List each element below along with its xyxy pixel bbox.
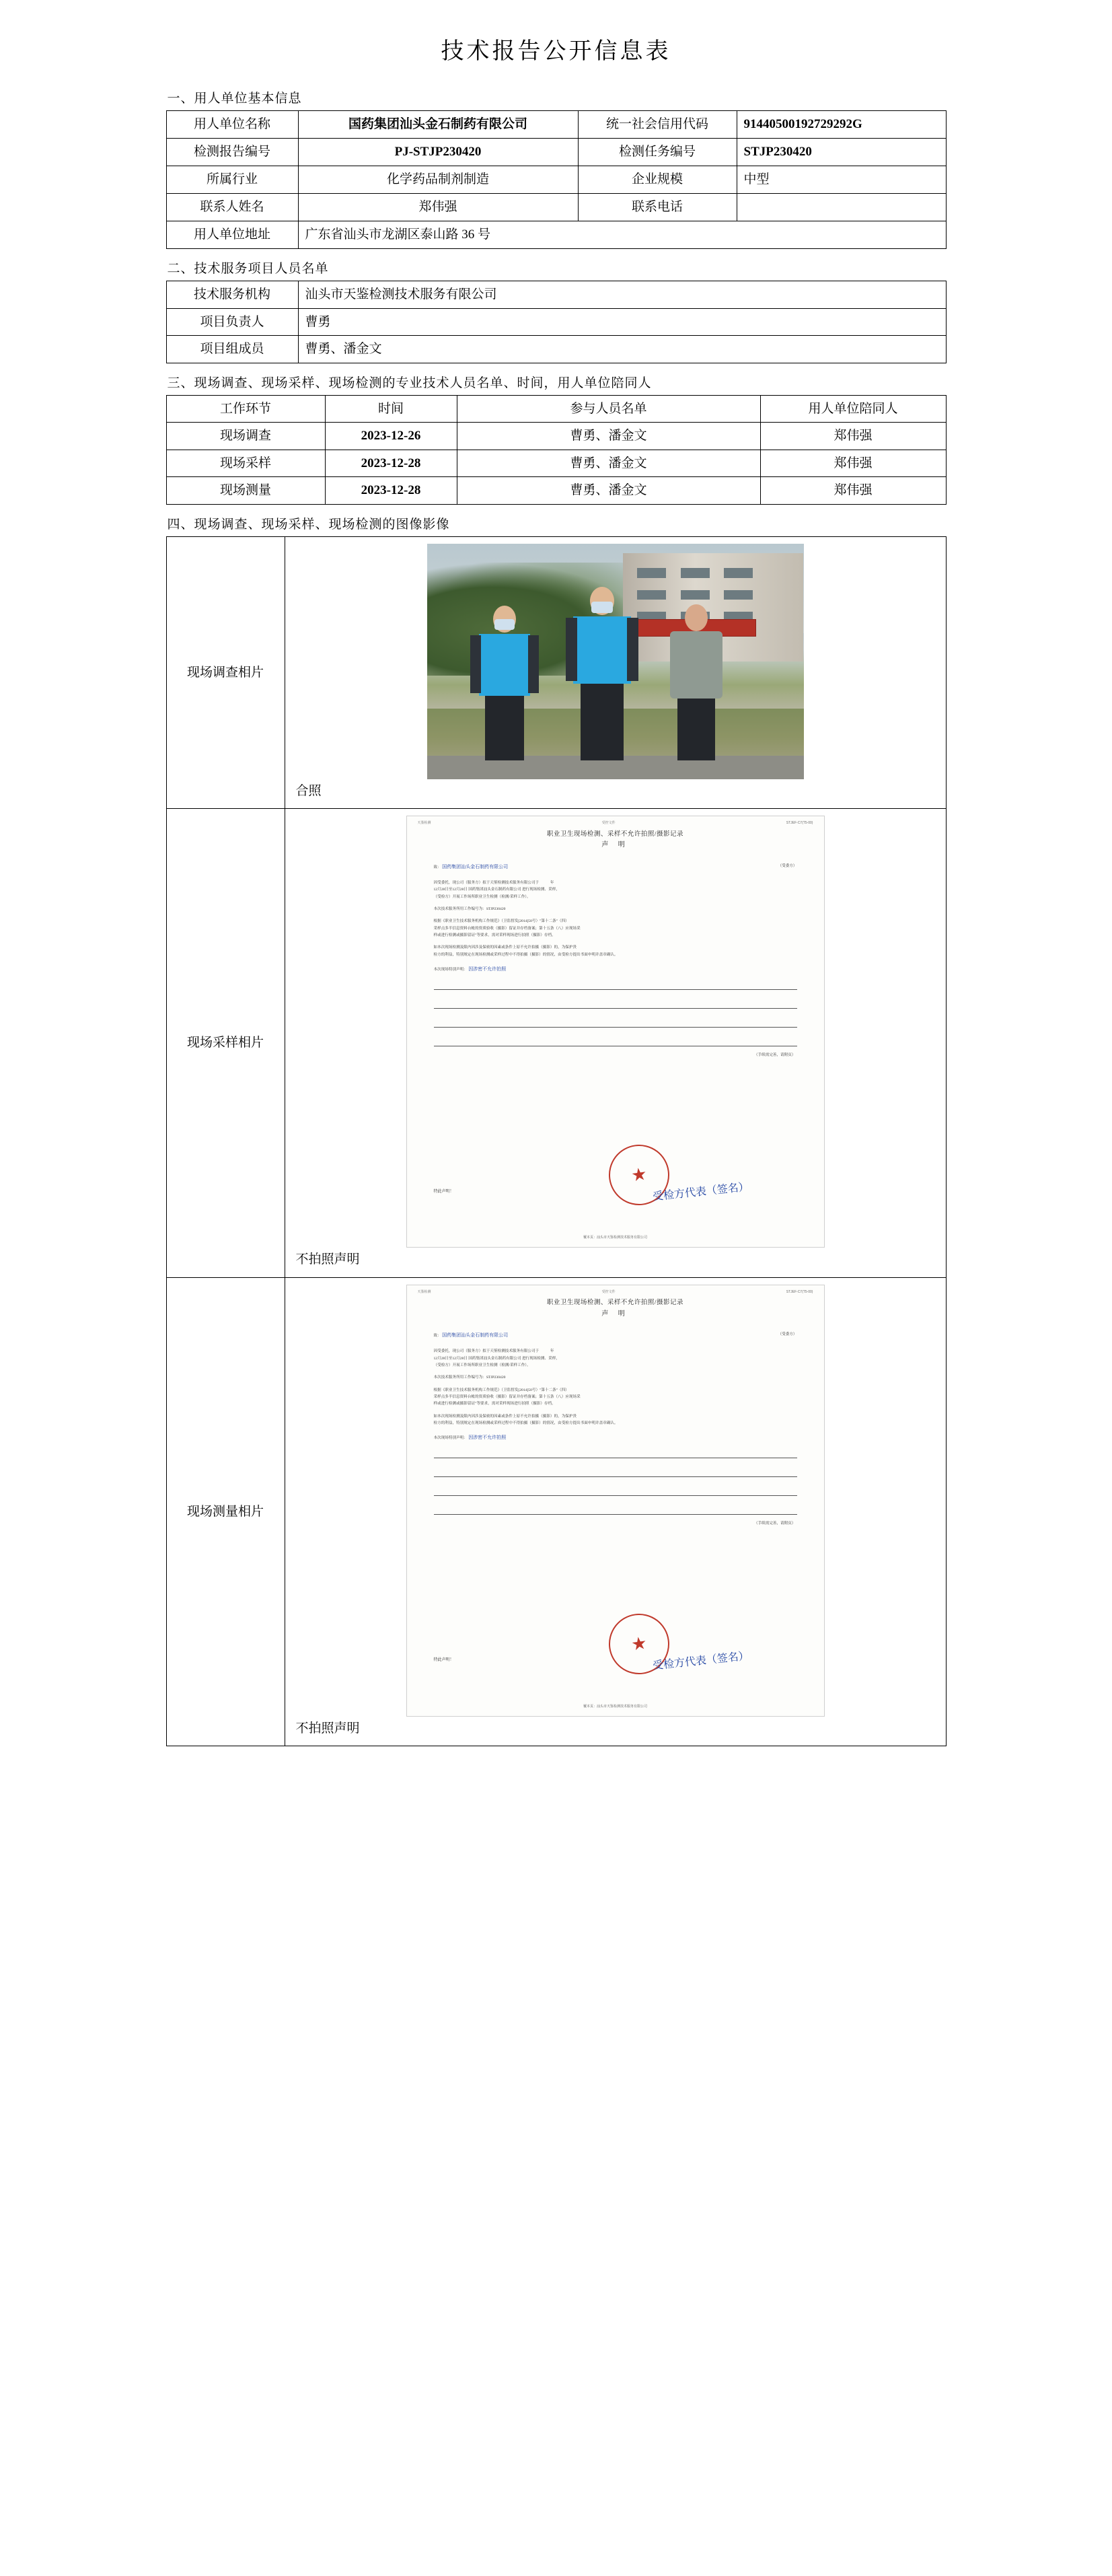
cell-value — [737, 194, 946, 221]
cell-value: 曹勇、潘金文 — [298, 336, 946, 363]
cell-date: 2023-12-28 — [325, 477, 457, 505]
cell-label: 项目组成员 — [166, 336, 298, 363]
scan-paragraph: 12月28日至12月28日 国药集团汕头金石制药有限公司 进行现场检测、采样， — [433, 1356, 560, 1361]
scan-sign-label: 特此声明！ — [433, 1189, 454, 1194]
table-row — [166, 450, 946, 477]
cell-value: 郑伟强 — [298, 194, 578, 221]
table-row — [166, 1277, 946, 1746]
scan-header-left: 天鉴检测 — [417, 821, 431, 826]
section-4-heading: 四、现场调查、现场采样、现场检测的图像影像 — [167, 517, 450, 532]
scan-header-left: 天鉴检测 — [417, 1289, 431, 1294]
document-content — [166, 88, 947, 1746]
scan-paragraph: 样或进行检测或摄影留证"等要求，需对采样现场进行拍照（摄影）存档。 — [433, 1402, 556, 1406]
scan-paragraph: 12月28日至12月28日 国药集团汕头金石制药有限公司 进行现场检测、采样， — [433, 888, 560, 892]
field-images-table — [166, 536, 947, 1747]
scan-footer: 覆本页：汕头市天鉴检测技术服务有限公司 — [583, 1705, 647, 1709]
table-header-row — [166, 395, 946, 423]
image-cell-sampling — [285, 809, 946, 1278]
cell-value: 化学药品制剂制造 — [298, 166, 578, 194]
sampling-declaration-scan — [406, 816, 825, 1248]
site-survey-photo — [427, 544, 804, 779]
cell-value: 91440500192729292G — [737, 111, 946, 139]
scan-header-center: 受控文件 — [601, 1289, 616, 1294]
scan-paragraph: 因受委托，现公司（服务方）拟于天鉴检测技术服务有限公司于 年 — [433, 880, 554, 885]
table-row — [166, 423, 946, 450]
scan-note: （手续需完善，请附页） — [753, 1522, 796, 1526]
scan-paragraph: 样或进行检测或摄影留证"等要求，需对采样现场进行拍照（摄影）存档。 — [433, 933, 556, 937]
scan-company-label: 致： — [433, 1334, 441, 1338]
cell-stage: 现场测量 — [166, 477, 325, 505]
scan-subtitle: 声 明 — [601, 1310, 629, 1318]
table-row — [166, 281, 946, 309]
table-row — [166, 166, 946, 194]
scan-declare-label: 本次现场特别声明： — [433, 967, 468, 972]
section-1-heading: 一、用人单位基本信息 — [167, 92, 302, 106]
cell-staff: 曹勇、潘金文 — [457, 423, 760, 450]
cell-date: 2023-12-26 — [325, 423, 457, 450]
cell-label: 统一社会信用代码 — [578, 111, 737, 139]
image-row-label-sampling: 现场采样相片 — [166, 809, 285, 1278]
section-3-heading: 三、现场调查、现场采样、现场检测的专业技术人员名单、时间，用人单位陪同人 — [167, 375, 652, 390]
scan-title: 职业卫生现场检测、采样不允许拍照/摄影记录 — [546, 1299, 684, 1307]
cell-label: 技术服务机构 — [166, 281, 298, 309]
cell-label: 项目负责人 — [166, 308, 298, 336]
table-row — [166, 809, 946, 1278]
section-2-heading: 二、技术服务项目人员名单 — [167, 262, 329, 276]
scan-declare-hand: 因涉密不允许拍照 — [468, 966, 507, 972]
table-row — [166, 194, 946, 221]
scan-subtitle: 声 明 — [601, 841, 629, 849]
table-row — [166, 308, 946, 336]
fieldwork-schedule-table — [166, 395, 947, 505]
employer-info-table — [166, 110, 947, 249]
cell-label: 所属行业 — [166, 166, 298, 194]
scan-title: 职业卫生现场检测、采样不允许拍照/摄影记录 — [546, 830, 684, 838]
column-header-staff: 参与人员名单 — [457, 395, 760, 423]
cell-accompany: 郑伟强 — [760, 423, 946, 450]
scan-signature: 受检方代表（签名） — [652, 1650, 750, 1672]
column-header-accompany: 用人单位陪同人 — [760, 395, 946, 423]
cell-label: 用人单位名称 — [166, 111, 298, 139]
cell-value: 广东省汕头市龙湖区泰山路 36 号 — [298, 221, 946, 249]
scan-header-center: 受控文件 — [601, 821, 616, 826]
scan-paragraph: 采样点多半信息资料台帐的资质验收（摄影）留证并存档备案；第十五条（八）应现场采 — [433, 926, 581, 931]
column-header-stage: 工作环节 — [166, 395, 325, 423]
cell-value: STJP230420 — [737, 139, 946, 166]
cell-accompany: 郑伟强 — [760, 477, 946, 505]
scan-report-label: （受委方） — [778, 863, 797, 868]
scan-paragraph: 因受委托，现公司（服务方）拟于天鉴检测技术服务有限公司于 年 — [433, 1349, 554, 1354]
scan-report-label: （受委方） — [778, 1332, 797, 1337]
scan-paragraph: （受检方）开展工作场所职业卫生检测（检测/采样工作）。 — [433, 1363, 531, 1368]
cell-stage: 现场采样 — [166, 450, 325, 477]
cell-label: 检测任务编号 — [578, 139, 737, 166]
scan-sign-label: 特此声明！ — [433, 1658, 454, 1663]
cell-value: 曹勇 — [298, 308, 946, 336]
table-row — [166, 477, 946, 505]
cell-label: 联系电话 — [578, 194, 737, 221]
table-row — [166, 139, 946, 166]
image-cell-measurement — [285, 1277, 946, 1746]
scan-company-label: 致： — [433, 865, 441, 869]
scan-paragraph: 采样点多半信息资料台帐的资质验收（摄影）留证并存档备案；第十五条（八）应现场采 — [433, 1395, 581, 1400]
scan-declare-hand: 因涉密不允许拍照 — [468, 1435, 507, 1441]
scan-header-right: STJEF-C7(T5-00) — [786, 1289, 813, 1294]
scan-paragraph: 如本次现场检测及限内因涉及保密的因素或条件上原不允许拍摄（摄影）的，为保护贵 — [433, 945, 577, 950]
scan-declare-label: 本次现场特别声明： — [433, 1436, 468, 1441]
image-caption-survey: 合照 — [295, 783, 322, 798]
scan-paragraph: 根据《职业卫生技术服务机构工作规范》（卫监督发[2014]50号）"第十二条"（四） — [433, 919, 569, 924]
cell-date: 2023-12-28 — [325, 450, 457, 477]
cell-stage: 现场调查 — [166, 423, 325, 450]
cell-value: 国药集团汕头金石制药有限公司 — [298, 111, 578, 139]
scan-company-value: 国药集团汕头金石制药有限公司 — [442, 1332, 509, 1338]
cell-value: 中型 — [737, 166, 946, 194]
scan-company-value: 国药集团汕头金石制药有限公司 — [442, 863, 509, 869]
cell-accompany: 郑伟强 — [760, 450, 946, 477]
image-cell-survey — [285, 536, 946, 809]
cell-staff: 曹勇、潘金文 — [457, 477, 760, 505]
table-row — [166, 336, 946, 363]
table-row — [166, 536, 946, 809]
scan-paragraph: 本次技术服务所用工作编号为：STJP230420 — [433, 1375, 506, 1380]
scan-paragraph: 检方的利益，特别规定在现场检测或采样过程中不得拍摄（摄影）的情况，由受检方提出书面申明并盖章确认。 — [433, 1421, 618, 1426]
image-caption-measurement: 不拍照声明 — [295, 1721, 360, 1736]
cell-staff: 曹勇、潘金文 — [457, 450, 760, 477]
column-header-date: 时间 — [325, 395, 457, 423]
scan-paragraph: 本次技术服务所用工作编号为：STJP230420 — [433, 906, 506, 911]
service-team-table — [166, 281, 947, 363]
scan-paragraph: （受检方）开展工作场所职业卫生检测（检测/采样工作）。 — [433, 894, 531, 899]
scan-note: （手续需完善，请附页） — [753, 1052, 796, 1057]
scan-signature: 受检方代表（签名） — [652, 1181, 750, 1203]
cell-label: 检测报告编号 — [166, 139, 298, 166]
measurement-declaration-scan — [406, 1285, 825, 1717]
cell-value: PJ-STJP230420 — [298, 139, 578, 166]
image-row-label-measurement: 现场测量相片 — [166, 1277, 285, 1746]
page-title: 技术报告公开信息表 — [441, 39, 671, 64]
image-row-label-survey: 现场调查相片 — [166, 536, 285, 809]
cell-label: 企业规模 — [578, 166, 737, 194]
scan-paragraph: 根据《职业卫生技术服务机构工作规范》（卫监督发[2014]50号）"第十二条"（四） — [433, 1388, 569, 1392]
cell-label: 联系人姓名 — [166, 194, 298, 221]
table-row — [166, 221, 946, 249]
scan-header-right: STJEF-C7(T5-00) — [786, 821, 813, 826]
scan-footer: 覆本页：汕头市天鉴检测技术服务有限公司 — [583, 1236, 647, 1240]
scan-paragraph: 检方的利益，特别规定在现场检测或采样过程中不得拍摄（摄影）的情况，由受检方提出书面申明并盖章确认。 — [433, 952, 618, 957]
cell-value: 汕头市天鉴检测技术服务有限公司 — [298, 281, 946, 309]
cell-label: 用人单位地址 — [166, 221, 298, 249]
scan-paragraph: 如本次现场检测及限内因涉及保密的因素或条件上原不允许拍摄（摄影）的，为保护贵 — [433, 1414, 577, 1419]
table-row — [166, 111, 946, 139]
image-caption-sampling: 不拍照声明 — [295, 1252, 360, 1267]
